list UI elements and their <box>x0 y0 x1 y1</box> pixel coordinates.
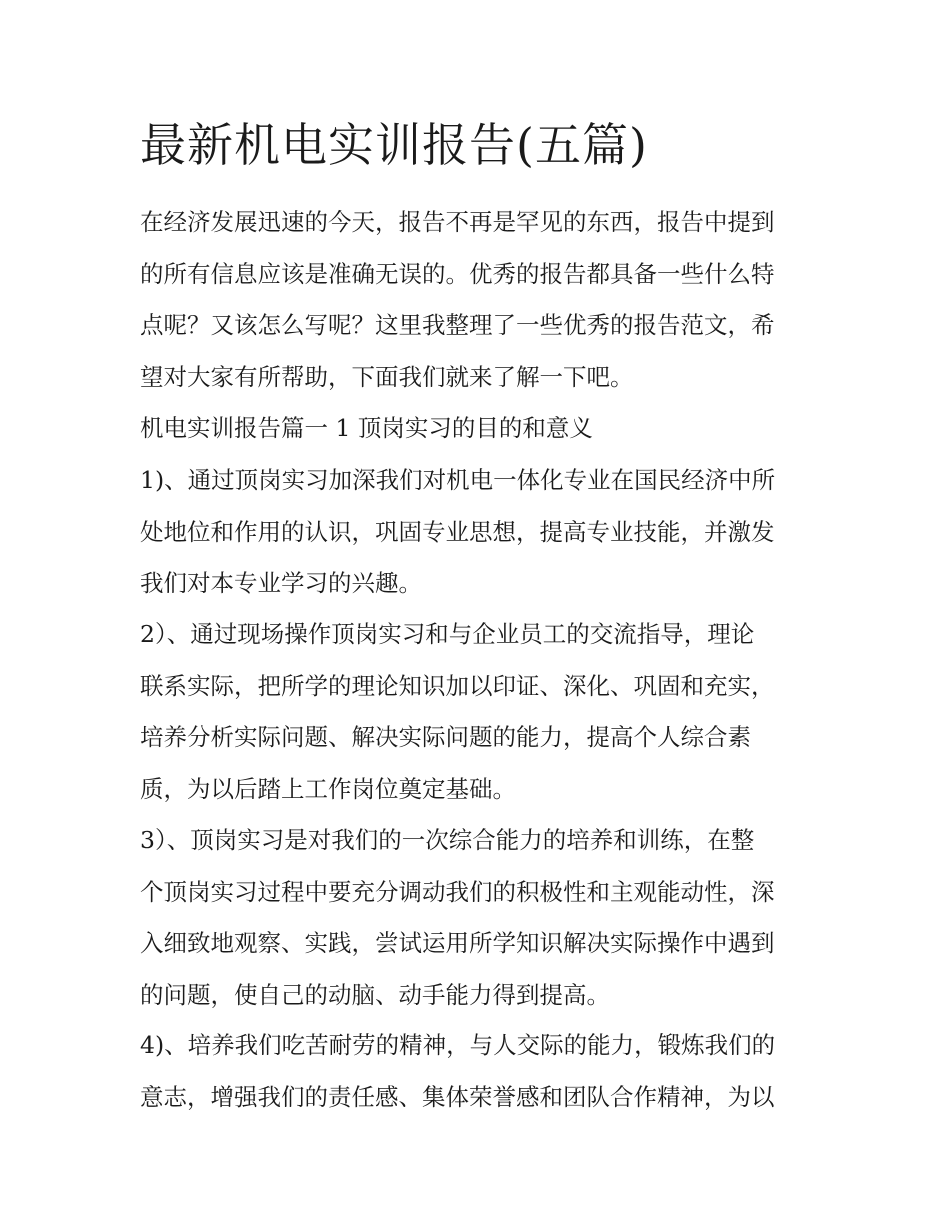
section-heading-text: 机电实训报告篇一 1 顶岗实习的目的和意义 <box>140 414 593 442</box>
list-item-line: 培养分析实际问题、解决实际问题的能力，提高个人综合素 <box>140 723 751 751</box>
section-heading <box>140 403 812 455</box>
document-title: 最新机电实训报告(五篇) <box>140 118 648 172</box>
list-item-line: 1)、通过顶岗实习加深我们对机电一体化专业在国民经济中所 <box>140 466 776 494</box>
list-item-line: 处地位和作用的认识，巩固专业思想，提高专业技能，并激发 <box>140 517 775 546</box>
list-item-line: 4)、培养我们吃苦耐劳的精神，与人交际的能力，锻炼我们的 <box>140 1031 776 1059</box>
list-item-line: 意志，增强我们的责任感、集体荣誉感和团队合作精神，为以 <box>140 1082 775 1111</box>
intro-line: 的所有信息应该是准确无误的。优秀的报告都具备一些什么特 <box>140 259 775 288</box>
list-item-line: 2）、通过现场操作顶岗实习和与企业员工的交流指导，理论 <box>140 620 755 648</box>
intro-paragraph <box>140 197 812 403</box>
list-item-line: 我们对本专业学习的兴趣。 <box>140 569 422 597</box>
intro-line: 点呢？又该怎么写呢？这里我整理了一些优秀的报告范文，希 <box>140 311 775 339</box>
list-item-1 <box>140 455 812 610</box>
list-item-3 <box>140 815 812 1021</box>
intro-line: 望对大家有所帮助，下面我们就来了解一下吧。 <box>140 362 634 391</box>
list-item-2 <box>140 609 812 815</box>
list-item-line: 的问题，使自己的动脑、动手能力得到提高。 <box>140 980 610 1009</box>
intro-line: 在经济发展迅速的今天，报告不再是罕见的东西，报告中提到 <box>140 208 775 236</box>
list-item-line: 入细致地观察、实践，尝试运用所学知识解决实际操作中遇到 <box>140 929 775 957</box>
list-item-line: 质，为以后踏上工作岗位奠定基础。 <box>140 774 516 803</box>
list-item-4 <box>140 1020 812 1123</box>
list-item-line: 个顶岗实习过程中要充分调动我们的积极性和主观能动性，深 <box>140 877 775 906</box>
list-item-line: 联系实际，把所学的理论知识加以印证、深化、巩固和充实， <box>140 671 775 700</box>
list-item-line: 3）、顶岗实习是对我们的一次综合能力的培养和训练，在整 <box>140 826 755 854</box>
